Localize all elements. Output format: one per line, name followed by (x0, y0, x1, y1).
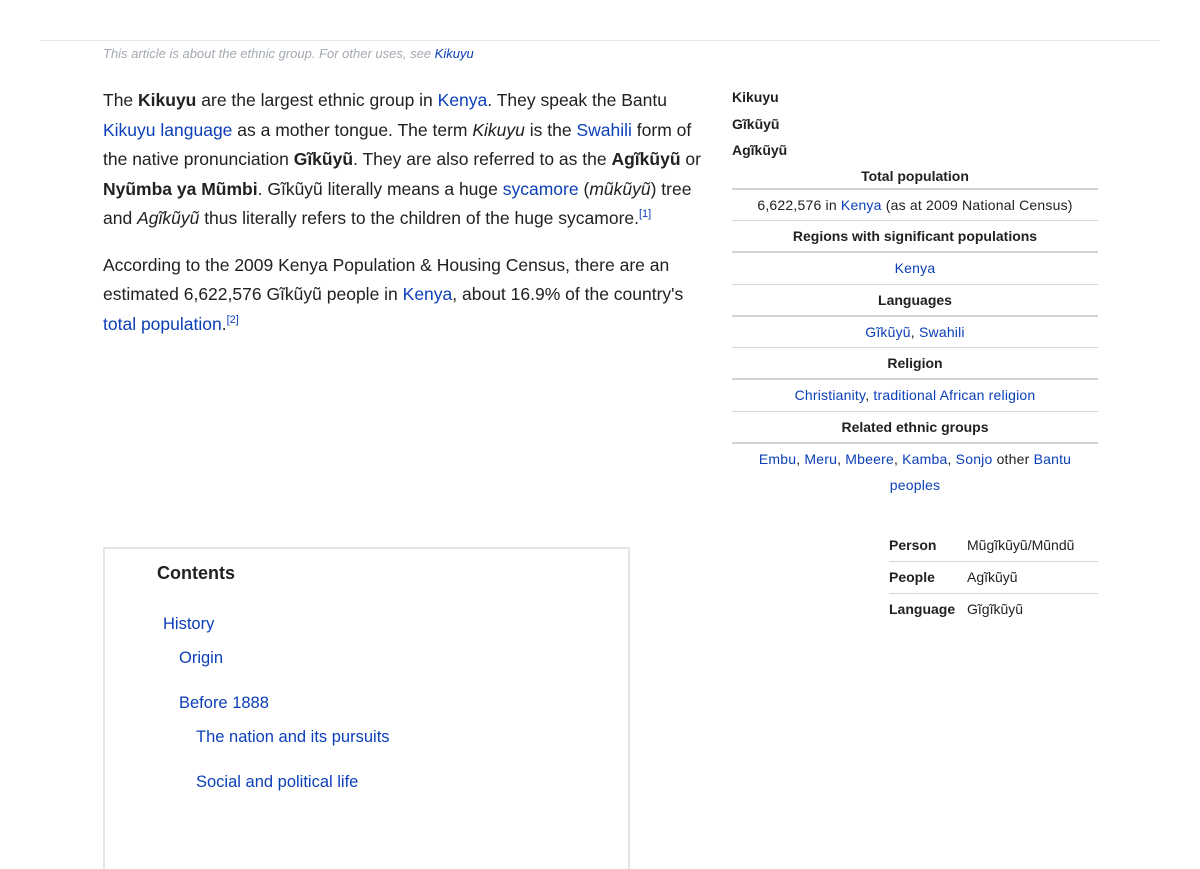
region-value (732, 253, 1098, 285)
top-divider (40, 40, 1160, 41)
meru-link[interactable]: Meru (804, 450, 838, 467)
sonjo-link[interactable]: Sonjo (955, 450, 993, 467)
reference-2-link[interactable]: [2] (226, 313, 239, 326)
names-value: Gĩgĩkũyũ (967, 601, 1024, 617)
article-body (103, 86, 703, 356)
infobox-name-gikuyu: Gĩkũyũ (732, 115, 780, 132)
kikuyu-language-link[interactable]: Kikuyu language (103, 119, 233, 140)
kenya-link[interactable]: Kenya (437, 90, 488, 110)
names-value: Mũgĩkũyũ/Mũndũ (967, 530, 1098, 562)
toc-item-social-political-life[interactable]: Social and political life (196, 773, 359, 791)
toc-item-history[interactable]: History (163, 615, 215, 633)
census-paragraph: According to the 2009 Kenya Population & Housing Census, there are an estimated 6,622,576 Gĩkũyũ people in Kenya, about 16.9% of the country's total population.[2] (103, 254, 684, 334)
total-population-header: Total population (732, 164, 1098, 190)
hatnote-text: This article is about the ethnic group. For other uses, see (103, 46, 435, 61)
swahili-link[interactable]: Swahili (576, 119, 632, 140)
names-key: People (889, 562, 967, 594)
table-of-contents (103, 547, 630, 869)
names-row-people (889, 562, 1098, 594)
swahili-language-link[interactable]: Swahili (918, 323, 965, 340)
kamba-link[interactable]: Kamba (902, 450, 948, 467)
toc-item-origin[interactable]: Origin (179, 649, 224, 667)
toc-title: Contents (157, 563, 235, 583)
religion-value: Christianity, traditional African religion (732, 380, 1098, 412)
toc-item-nation-and-pursuits[interactable]: The nation and its pursuits (196, 728, 390, 746)
names-value: Agĩkũyũ (967, 562, 1098, 594)
infobox-name-agikuyu: Agĩkũyũ (732, 142, 788, 158)
infobox-name-kikuyu: Kikuyu (732, 89, 779, 105)
term-agikuyu: Agĩkũyũ (611, 149, 681, 169)
term-gikuyu: Gĩkũyũ (293, 149, 354, 169)
regions-header: Regions with significant populations (732, 221, 1098, 253)
infobox-kenya-link[interactable]: Kenya (840, 196, 882, 213)
total-population-link[interactable]: total population (103, 313, 222, 334)
names-key: Language (889, 601, 956, 617)
embu-link[interactable]: Embu (758, 450, 797, 467)
gikuyu-language-link[interactable]: Gĩkũyũ (865, 323, 911, 340)
toc-item-before-1888[interactable]: Before 1888 (179, 694, 269, 712)
names-row-person (889, 530, 1098, 562)
hatnote-kikuyu-link[interactable]: Kikuyu (434, 46, 474, 61)
related-groups-value: Embu, Meru, Mbeere, Kamba, Sonjo other Bantu peoples (758, 450, 1072, 493)
reference-1-link[interactable]: [1] (639, 208, 652, 220)
intro-paragraph: The Kikuyu are the largest ethnic group in Kenya. They speak the Bantu Kikuyu language as a mother tongue. The term Kikuyu is the Swahili form of the native pronunciation Gĩkũyũ. They are also referred to as the Agĩkũyũ or Nyũmba ya Mũmbi. Gĩkũyũ literally means a huge sycamore (mũkũyũ) tree and Agĩkũyũ thus literally refers to the children of the huge sycamore.[1] (103, 90, 701, 228)
term-kikuyu: Kikuyu (138, 90, 197, 110)
region-kenya-link[interactable]: Kenya (894, 260, 936, 276)
bantu-peoples-link[interactable]: Bantu peoples (889, 450, 1072, 493)
christianity-link[interactable]: Christianity (794, 387, 866, 403)
kenya-link-2[interactable]: Kenya (402, 284, 453, 304)
names-key: Person (889, 530, 967, 562)
languages-value: Gĩkũyũ, Swahili (732, 317, 1098, 349)
hatnote (103, 46, 474, 61)
sycamore-link[interactable]: sycamore (502, 178, 579, 199)
mbeere-link[interactable]: Mbeere (845, 450, 894, 467)
religion-header: Religion (732, 348, 1098, 380)
names-row-language (889, 594, 1098, 626)
total-population-value: 6,622,576 in Kenya (as at 2009 National Census) (732, 190, 1098, 222)
related-groups-header: Related ethnic groups (732, 412, 1098, 444)
term-nyumba-ya-mumbi: Nyũmba ya Mũmbi (103, 178, 258, 199)
languages-header: Languages (732, 285, 1098, 317)
traditional-african-religion-link[interactable]: traditional African religion (873, 387, 1036, 403)
names-table (889, 530, 1098, 625)
infobox (732, 84, 1098, 499)
